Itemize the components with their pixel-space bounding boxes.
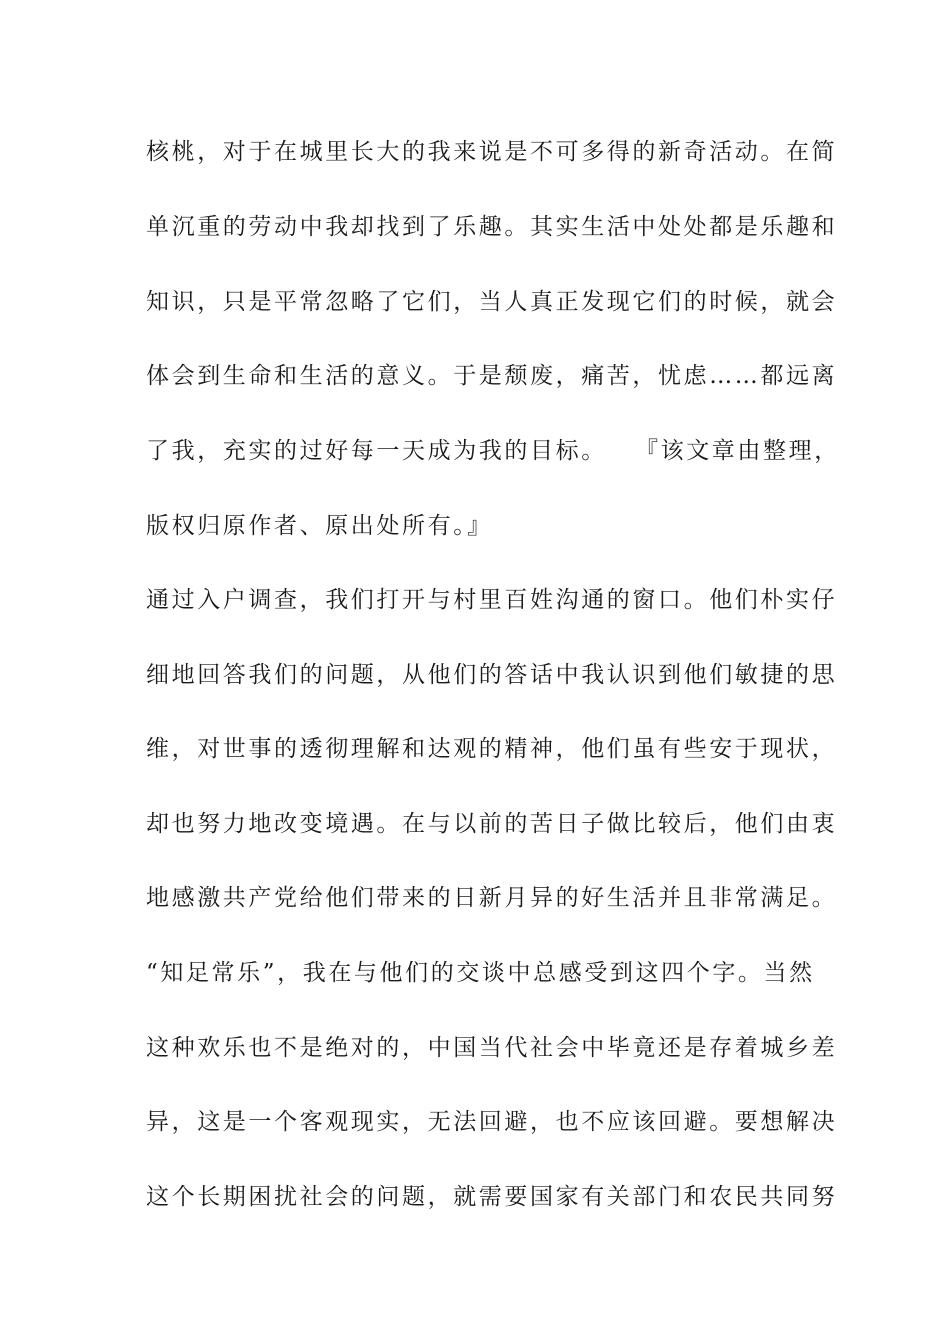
text-line: 维，对世事的透彻理解和达观的精神，他们虽有些安于现状， [146,736,838,762]
text-line: 通过入户调查，我们打开与村里百姓沟通的窗口。他们朴实仔 [146,587,838,613]
text-line: 却也努力地改变境遇。在与以前的苦日子做比较后，他们由衷 [146,811,838,837]
text-line: 核桃，对于在城里长大的我来说是不可多得的新奇活动。在简 [146,139,838,165]
text-line: 细地回答我们的问题，从他们的答话中我认识到他们敏捷的思 [146,662,838,688]
text-line: 这个长期困扰社会的问题，就需要国家有关部门和农民共同努 [146,1184,838,1210]
text-line: 这种欢乐也不是绝对的，中国当代社会中毕竟还是存着城乡差 [146,1035,838,1061]
text-line: 版权归原作者、原出处所有。』 [146,513,493,539]
text-line: 地感激共产党给他们带来的日新月异的好生活并且非常满足。 [146,885,838,911]
text-line: 异，这是一个客观现实，无法回避，也不应该回避。要想解决 [146,1109,838,1135]
text-line: 知识，只是平常忽略了它们，当人真正发现它们的时候，就会 [146,289,838,315]
text-line: 了我，充实的过好每一天成为我的目标。 『该文章由整理， [146,438,840,464]
text-line: 单沉重的劳动中我却找到了乐趣。其实生活中处处都是乐趣和 [146,214,838,240]
text-line: 体会到生命和生活的意义。于是颓废，痛苦，忧虑……都远离 [146,363,838,389]
text-line: “知足常乐”，我在与他们的交谈中总感受到这四个字。当然 [146,960,815,986]
